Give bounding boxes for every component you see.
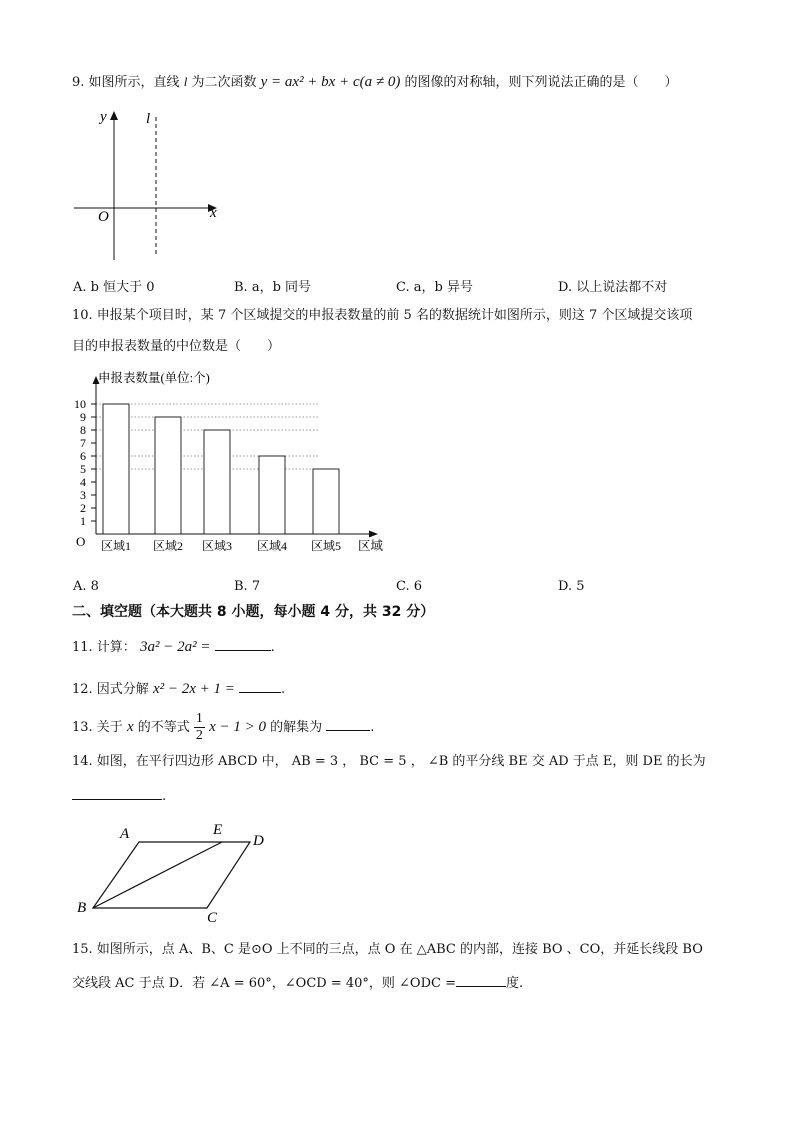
chart-y-tick-label: 3 [80,488,86,502]
chart-bar-3 [204,430,230,534]
q11-prefix: 11. 计算： [72,640,136,655]
q11 [72,636,275,658]
q9-text-a: 如图所示，直线 [88,75,180,90]
q9-option-b: B. a，b 同号 [234,280,312,295]
q12 [72,678,285,700]
q13-mid: 的不等式 [137,720,190,735]
q13-fraction [194,711,205,744]
chart-category-label: 区域3 [201,539,233,553]
q14-label-A: A [120,826,130,842]
chart-category-label: 区域1 [100,539,132,553]
q12-answer-blank[interactable] [239,678,281,693]
chart-category-label: 区域4 [256,539,288,553]
q14-label-E: E [213,822,223,838]
q9-origin-label: O [98,209,109,225]
chart-y-tick-label: 7 [80,436,86,450]
q11-answer-blank[interactable] [215,636,271,651]
q12-suffix: . [281,682,286,697]
chart-y-tick-label: 9 [80,410,86,424]
q14-parallelogram-figure [70,818,280,928]
chart-bar-4 [259,456,285,534]
chart-category-label: 区域5 [310,539,342,553]
q14-line1: 14. 如图，在平行四边形 ABCD 中， AB = 3 ， BC = 5 ， ∠B 的平分线 BE 交 AD 于点 E，则 DE 的长为 [72,754,706,769]
q10-option-c: C. 6 [396,579,423,594]
q14-label-C: C [207,910,218,926]
q13-prefix: 13. 关于 [72,720,123,735]
chart-bar-1 [103,404,129,534]
q14-suffix: . [162,789,167,804]
q14-label-B: B [77,900,87,916]
q9-option-d: D. 以上说法都不对 [558,280,668,295]
chart-y-tick-label: 8 [80,423,86,437]
q13-var: x [126,719,134,735]
q15-line2-a: 交线段 AC 于点 D．若 ∠A = 60°，∠OCD = 40°，则 ∠ODC = [72,976,456,991]
q13-suffix: . [370,720,375,735]
q12-formula: x² − 2x + 1 = [152,681,235,697]
q12-prefix: 12. 因式分解 [72,682,149,697]
q15-answer-blank[interactable] [456,972,506,987]
q10-option-b: B. 7 [234,579,261,594]
q9-option-a: A. b 恒大于 0 [73,280,155,295]
q15-line1: 15. 如图所示，点 A、B、C 是⊙O 上不同的三点，点 O 在 △ABC 的内部，连接 BO 、CO，并延长线段 BO [72,942,703,957]
q9-stem [72,72,678,93]
chart-category-label: 区域2 [152,539,184,553]
q15-line2-b: 度. [505,976,524,991]
q9-axis-graph [70,105,230,265]
q10-option-a: A. 8 [73,579,99,594]
q9-text-b: 为二次函数 [191,75,257,90]
q14-answer-blank[interactable] [72,785,162,800]
q9-line-var: l [183,74,188,89]
q15-line2 [72,972,523,994]
q10-line1: 10. 申报某个项目时，某 7 个区域提交的申报表数量的前 5 名的数据统计如图所示，则这 7 个区域提交该项 [72,308,693,323]
q9-text-c: 的图像的对称轴，则下列说法正确的是（ ） [404,75,678,90]
q13 [72,708,374,747]
q11-formula: 3a² − 2a² = [139,639,211,655]
q9-y-arrow [110,111,118,120]
q14-bisector-BE [93,842,222,908]
chart-origin-label: O [76,534,86,549]
q13-frac-den: 2 [195,728,203,743]
chart-y-tick-label: 10 [74,397,86,411]
q10-option-d: D. 5 [558,579,585,594]
chart-bar-2 [155,417,181,534]
chart-y-tick-label: 2 [80,501,86,515]
q9-number: 9. [72,75,85,90]
q9-l-label: l [146,111,151,127]
q10-bar-chart [70,368,400,563]
q10-line2: 目的申报表数量的中位数是（ ） [72,339,281,354]
q14-label-D: D [253,833,264,849]
q9-x-label: x [210,205,217,221]
chart-x-axis-label: 区域 [358,539,384,553]
q11-suffix: . [270,640,275,655]
q14-line2 [72,785,166,807]
q9-formula: y = ax² + bx + c(a ≠ 0) [260,74,401,90]
q13-answer-blank[interactable] [326,716,370,731]
q9-y-label: y [100,109,107,125]
chart-title: 申报表数量(单位:个) [98,371,210,385]
section2-heading: 二、填空题（本大题共 8 小题，每小题 4 分，共 32 分） [72,604,435,620]
q9-option-c: C. a，b 异号 [396,280,473,295]
chart-y-tick-label: 6 [80,449,86,463]
q13-tail: 的解集为 [270,720,323,735]
chart-y-tick-label: 4 [80,475,86,489]
q14-parallelogram [93,842,250,908]
chart-y-tick-label: 1 [80,514,86,528]
q13-rest: x − 1 > 0 [209,719,266,735]
chart-bar-5 [313,469,339,534]
chart-x-axis-arrow [369,531,378,538]
q13-frac-num: 1 [195,711,203,726]
chart-y-tick-label: 5 [80,462,86,476]
